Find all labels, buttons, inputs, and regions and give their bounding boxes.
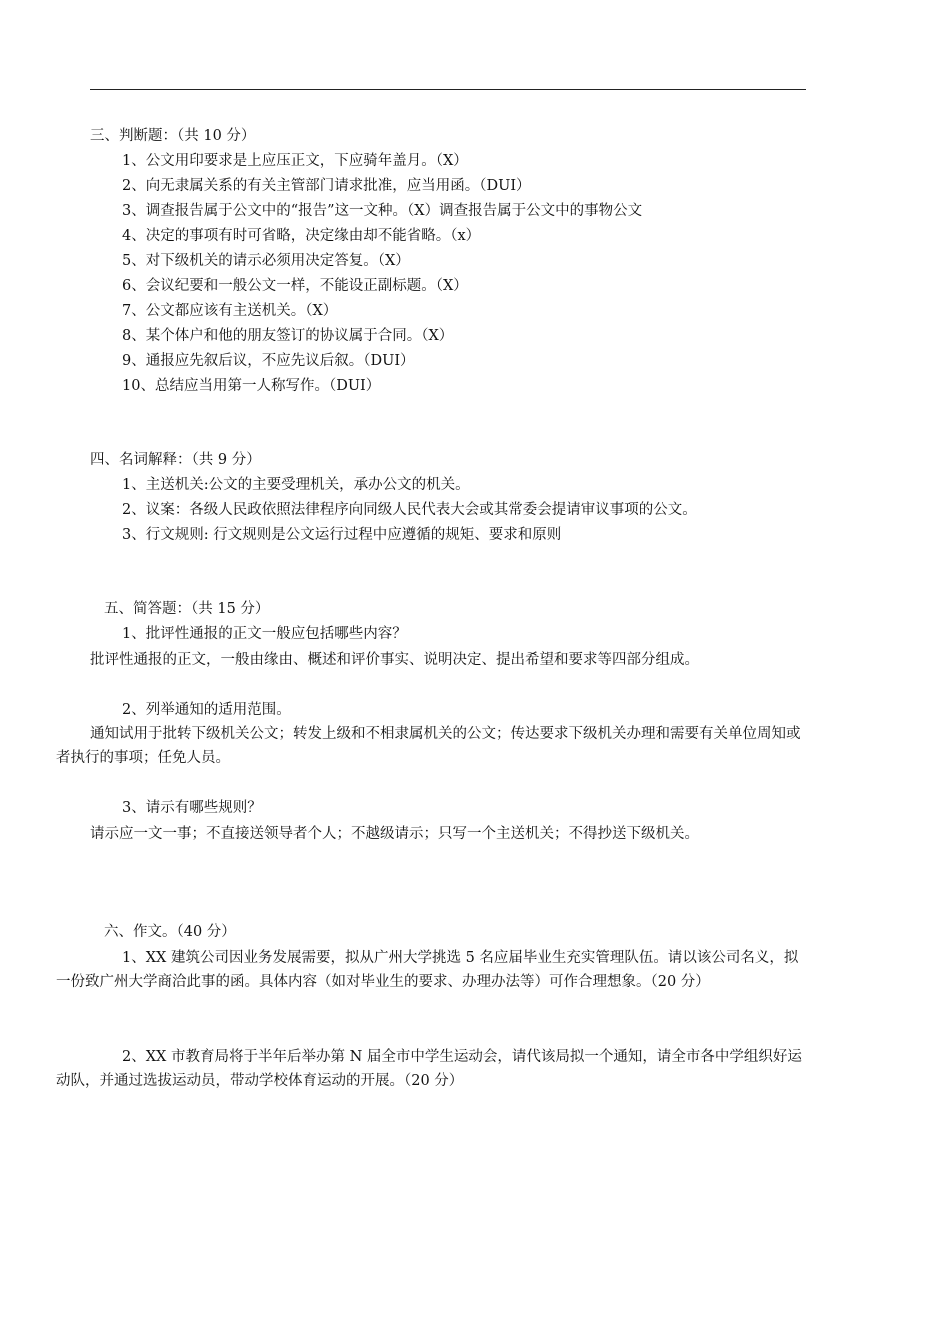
sec4-item-1: 1、主送机关:公文的主要受理机关，承办公文的机关。 bbox=[122, 477, 470, 493]
sec5-question-2: 2、列举通知的适用范围。 bbox=[122, 702, 291, 718]
section-6-title: 六、作文。（40 分） bbox=[104, 924, 236, 940]
sec5-answer-1: 批评性通报的正文，一般由缘由、概述和评价事实、说明决定、提出希望和要求等四部分组成。 bbox=[90, 652, 699, 668]
sec3-item-6: 6、会议纪要和一般公文一样，不能设正副标题。（X） bbox=[122, 278, 468, 294]
sec5-answer-2: 通知试用于批转下级机关公文；转发上级和不相隶属机关的公文；传达要求下级机关办理和需要有关单位周知或者执行的事项；任免人员。 bbox=[56, 726, 801, 766]
sec5-question-3: 3、请示有哪些规则？ bbox=[122, 800, 262, 816]
sec3-item-8: 8、某个体户和他的朋友签订的协议属于合同。（X） bbox=[122, 328, 454, 344]
sec3-item-9: 9、通报应先叙后议，不应先议后叙。（DUI） bbox=[122, 353, 415, 369]
sec3-item-2: 2、向无隶属关系的有关主管部门请求批准，应当用函。（DUI） bbox=[122, 178, 531, 194]
sec5-answer-3: 请示应一文一事；不直接送领导者个人；不越级请示；只写一个主送机关；不得抄送下级机关。 bbox=[90, 826, 699, 842]
sec3-item-1: 1、公文用印要求是上应压正文，下应骑年盖月。（X） bbox=[122, 153, 468, 169]
sec3-item-4: 4、决定的事项有时可省略，决定缘由却不能省略。（x） bbox=[122, 228, 481, 244]
sec6-essay-1: 1、XX 建筑公司因业务发展需要，拟从广州大学挑选 5 名应届毕业生充实管理队伍。请以该公司名义，拟一份致广州大学商洽此事的函。具体内容（如对毕业生的要求、办理办法等）可作合理想象。（20 分） bbox=[56, 950, 799, 990]
section-5-title: 五、简答题：（共 15 分） bbox=[104, 601, 270, 617]
sec6-essay-2: 2、XX 市教育局将于半年后举办第 N 届全市中学生运动会，请代该局拟一个通知，请全市各中学组织好运动队，并通过选拔运动员，带动学校体育运动的开展。（20 分） bbox=[56, 1049, 802, 1089]
sec3-item-7: 7、公文都应该有主送机关。（X） bbox=[122, 303, 338, 319]
section-3-title: 三、判断题：（共 10 分） bbox=[90, 128, 256, 144]
sec4-item-3: 3、行文规则: 行文规则是公文运行过程中应遵循的规矩、要求和原则 bbox=[122, 527, 562, 543]
header-rule bbox=[90, 89, 806, 90]
sec4-item-2: 2、议案：各级人民政依照法律程序向同级人民代表大会或其常委会提请审议事项的公文。 bbox=[122, 502, 697, 518]
sec3-item-5: 5、对下级机关的请示必须用决定答复。（X） bbox=[122, 253, 410, 269]
section-4-title: 四、名词解释：（共 9 分） bbox=[90, 452, 261, 468]
sec5-question-1: 1、批评性通报的正文一般应包括哪些内容？ bbox=[122, 626, 407, 642]
sec3-item-10: 10、总结应当用第一人称写作。（DUI） bbox=[122, 378, 381, 394]
sec3-item-3: 3、调查报告属于公文中的“报告”这一文种。（X）调查报告属于公文中的事物公文 bbox=[122, 203, 643, 219]
